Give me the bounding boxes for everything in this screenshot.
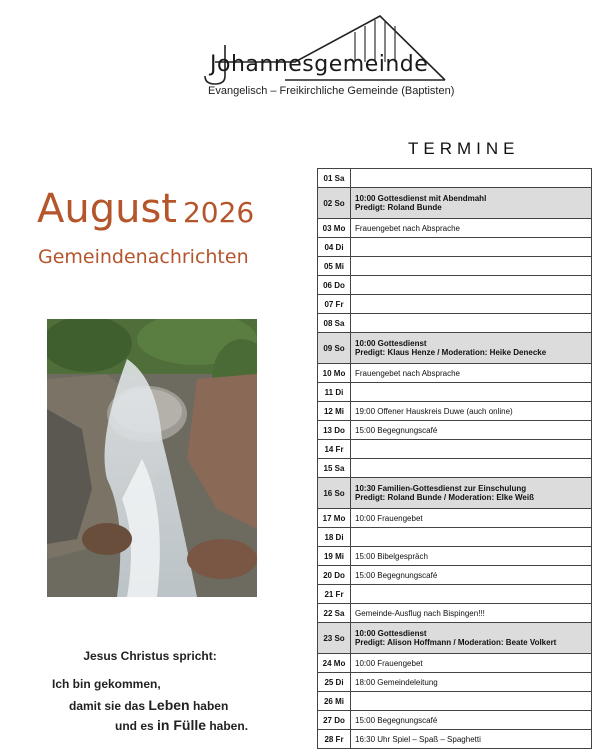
calendar-day: 20 Do [318, 566, 351, 584]
calendar-day: 21 Fr [318, 585, 351, 603]
calendar-event [351, 440, 591, 458]
verse-line-3c: haben. [206, 719, 249, 733]
calendar-row [317, 566, 592, 585]
calendar-day: 09 So [318, 333, 351, 363]
month-label: August [37, 186, 177, 232]
event-title: 16:30 Uhr Spiel – Spaß – Spaghetti [355, 734, 481, 744]
calendar-row [317, 623, 592, 654]
event-title: Gemeinde-Ausflug nach Bispingen!!! [355, 608, 485, 618]
calendar-day: 15 Sa [318, 459, 351, 477]
calendar-row [317, 219, 592, 238]
calendar-event [351, 314, 591, 332]
calendar-day: 28 Fr [318, 730, 351, 748]
calendar-day: 02 So [318, 188, 351, 218]
calendar-event [351, 276, 591, 294]
event-title: 15:00 Bibelgespräch [355, 551, 428, 561]
logo-title: Johannesgemeinde [210, 52, 429, 77]
calendar-day: 14 Fr [318, 440, 351, 458]
event-title: 15:00 Begegnungscafé [355, 715, 438, 725]
verse-emphasis-fuelle: in Fülle [157, 717, 207, 733]
event-title: 10:30 Familien-Gottesdienst zur Einschulung [355, 484, 527, 493]
calendar-day: 27 Do [318, 711, 351, 729]
event-title: 15:00 Begegnungscafé [355, 570, 438, 580]
calendar-row [317, 333, 592, 364]
event-title: 10:00 Frauengebet [355, 658, 423, 668]
calendar-day: 01 Sa [318, 169, 351, 187]
calendar-day: 07 Fr [318, 295, 351, 313]
calendar-event [351, 478, 591, 508]
calendar-row [317, 528, 592, 547]
calendar-event [351, 238, 591, 256]
calendar-event [351, 566, 591, 584]
verse-line-3a: und es [115, 719, 158, 733]
calendar-row [317, 478, 592, 509]
calendar-event [351, 711, 591, 729]
calendar-day: 23 So [318, 623, 351, 653]
calendar-event [351, 585, 591, 603]
calendar-row [317, 383, 592, 402]
page-title [37, 186, 254, 232]
calendar-row [317, 730, 592, 749]
page-subtitle: Gemeindenachrichten [38, 246, 249, 268]
verse-line-3 [115, 717, 248, 733]
event-detail: Predigt: Alison Hoffmann / Moderation: Beate Volkert [355, 638, 557, 647]
calendar-event [351, 295, 591, 313]
calendar-row [317, 188, 592, 219]
calendar-event [351, 169, 591, 187]
calendar-event [351, 364, 591, 382]
calendar-row [317, 364, 592, 383]
calendar-event [351, 730, 591, 748]
logo-subtitle: Evangelisch – Freikirchliche Gemeinde (Baptisten) [208, 85, 455, 97]
calendar-row [317, 440, 592, 459]
calendar-event [351, 402, 591, 420]
church-logo-icon [195, 10, 465, 90]
event-detail: Predigt: Roland Bunde / Moderation: Elke Weiß [355, 493, 534, 502]
calendar-day: 25 Di [318, 673, 351, 691]
calendar-row [317, 421, 592, 440]
event-title: 10:00 Frauengebet [355, 513, 423, 523]
calendar-row [317, 295, 592, 314]
mountain-stream-photo [47, 319, 257, 597]
calendar-event [351, 509, 591, 527]
calendar-event [351, 257, 591, 275]
calendar-event [351, 547, 591, 565]
event-title: 15:00 Begegnungscafé [355, 425, 438, 435]
calendar-row [317, 654, 592, 673]
calendar-day: 08 Sa [318, 314, 351, 332]
calendar-day: 12 Mi [318, 402, 351, 420]
calendar-event [351, 528, 591, 546]
calendar-row [317, 585, 592, 604]
event-title: Frauengebet nach Absprache [355, 223, 460, 233]
calendar-row [317, 547, 592, 566]
event-title: Frauengebet nach Absprache [355, 368, 460, 378]
calendar-day: 19 Mi [318, 547, 351, 565]
calendar-row [317, 459, 592, 478]
verse-line-2 [69, 697, 228, 713]
calendar-row [317, 314, 592, 333]
calendar-event [351, 654, 591, 672]
calendar-row [317, 509, 592, 528]
event-title: 10:00 Gottesdienst [355, 629, 427, 638]
calendar-row [317, 711, 592, 730]
verse-intro: Jesus Christus spricht: [83, 649, 217, 663]
calendar-day: 13 Do [318, 421, 351, 439]
calendar-heading: TERMINE [408, 139, 520, 158]
calendar-event [351, 333, 591, 363]
event-title: 19:00 Offener Hauskreis Duwe (auch online) [355, 406, 513, 416]
calendar-day: 22 Sa [318, 604, 351, 622]
calendar-row [317, 257, 592, 276]
verse-emphasis-leben: Leben [148, 697, 190, 713]
calendar-day: 06 Do [318, 276, 351, 294]
year-label: 2026 [182, 196, 255, 229]
calendar-row [317, 692, 592, 711]
calendar-row [317, 673, 592, 692]
calendar-day: 26 Mi [318, 692, 351, 710]
calendar-event [351, 604, 591, 622]
calendar-event [351, 459, 591, 477]
calendar-event [351, 623, 591, 653]
calendar-row [317, 604, 592, 623]
calendar-event [351, 383, 591, 401]
event-title: 18:00 Gemeindeleitung [355, 677, 438, 687]
calendar-row [317, 169, 592, 188]
calendar-row [317, 276, 592, 295]
event-title: 10:00 Gottesdienst mit Abendmahl [355, 194, 487, 203]
event-title: 10:00 Gottesdienst [355, 339, 427, 348]
verse-line-2c: haben [189, 699, 229, 713]
event-detail: Predigt: Roland Bunde [355, 203, 442, 212]
calendar-day: 24 Mo [318, 654, 351, 672]
calendar-day: 16 So [318, 478, 351, 508]
calendar-day: 04 Di [318, 238, 351, 256]
calendar-row [317, 238, 592, 257]
calendar-day: 03 Mo [318, 219, 351, 237]
calendar-day: 18 Di [318, 528, 351, 546]
calendar-row [317, 402, 592, 421]
calendar-event [351, 219, 591, 237]
calendar-event [351, 421, 591, 439]
calendar-event [351, 673, 591, 691]
calendar-event [351, 188, 591, 218]
verse-line-2a: damit sie das [69, 699, 149, 713]
verse-line-1: Ich bin gekommen, [52, 677, 161, 691]
calendar-day: 11 Di [318, 383, 351, 401]
event-detail: Predigt: Klaus Henze / Moderation: Heike Denecke [355, 348, 547, 357]
calendar-day: 17 Mo [318, 509, 351, 527]
calendar-day: 05 Mi [318, 257, 351, 275]
calendar-table [317, 168, 592, 749]
calendar-day: 10 Mo [318, 364, 351, 382]
calendar-event [351, 692, 591, 710]
